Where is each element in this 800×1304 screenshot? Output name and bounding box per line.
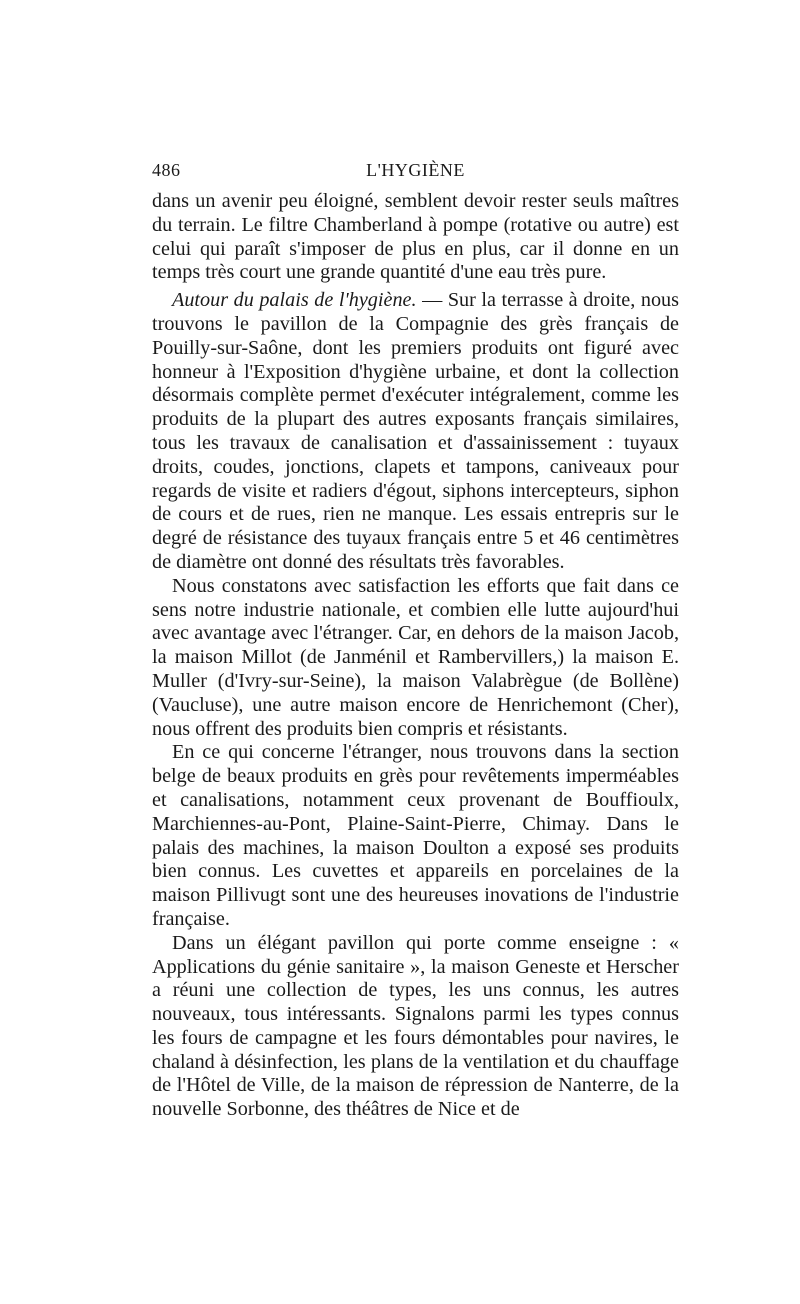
page-number: 486 — [152, 160, 181, 180]
paragraph-continued — [152, 190, 679, 285]
running-title: L'HYGIÈNE — [366, 160, 465, 180]
paragraph-text: dans un avenir peu éloigné, semblent devoir rester seuls maîtres du terrain. Le filtre Chamberland à pompe (rotative ou autre) est celui qui paraît s'imposer de plus en plus, car il donne en un temps très court une grande quantité d'une eau très pure. — [152, 190, 679, 284]
paragraph-pavillon-geneste — [152, 932, 679, 1122]
paragraph-text: Dans un élégant pavillon qui porte comme enseigne : « Applications du génie sanitaire », la maison Geneste et Herscher a réuni une collection de types, les uns connus, les autres nouveaux, tous intéressants. Signalons parmi les types connus les fours de campagne et les fours démontables pour navires, le chaland à désinfection, les plans de la ventilation et du chauffage de l'Hôtel de Ville, de la maison de répression de Nanterre, de la nouvelle Sorbonne, des théâtres de Nice et de — [152, 931, 679, 1121]
paragraph-text: — Sur la terrasse à droite, nous trouvons le pavillon de la Compagnie des grès français de Pouilly-sur-Saône, dont les premiers produits ont figuré avec honneur à l'Exposition d'hygiène urbaine, et dont la collection désormais complète permet d'exécuter intégralement, comme les produits de la plupart des autres exposants français similaires, tous les travaux de canalisation et d'assainissement : tuyaux droits, coudes, jonctions, clapets et tampons, caniveaux pour regards de visite et radiers d'égout, siphons intercepteurs, siphon de cours et de rues, rien ne manque. Les essais entrepris sur le degré de résistance des tuyaux français entre 5 et 46 centimètres de diamètre ont donné des résultats très favorables. — [152, 289, 679, 573]
paragraph-industrie-nationale — [152, 575, 679, 742]
page-header — [152, 160, 679, 188]
paragraph-text: Nous constatons avec satisfaction les efforts que fait dans ce sens notre industrie nationale, et combien elle lutte aujourd'hui avec avantage avec l'étranger. Car, en dehors de la maison Jacob, la maison Millot (de Janménil et Rambervillers,) la maison E. Muller (d'Ivry-sur-Seine), la maison Valabrègue (de Bollène) (Vaucluse), une autre maison encore de Henrichemont (Cher), nous offrent des produits bien compris et résistants. — [152, 574, 679, 740]
body-text — [152, 190, 679, 1122]
paragraph-etranger — [152, 741, 679, 931]
section-heading: Autour du palais de l'hygiène. — [172, 289, 417, 312]
paragraph-autour-du-palais — [152, 289, 679, 575]
paragraph-text: En ce qui concerne l'étranger, nous trouvons dans la section belge de beaux produits en grès pour revêtements imperméables et canalisations, notamment ceux provenant de Bouffioulx, Marchiennes-au-Pont, Plaine-Saint-Pierre, Chimay. Dans le palais des machines, la maison Doulton a exposé ses produits bien connus. Les cuvettes et appareils en porcelaines de la maison Pillivugt sont une des heureuses inovations de l'industrie française. — [152, 741, 679, 930]
